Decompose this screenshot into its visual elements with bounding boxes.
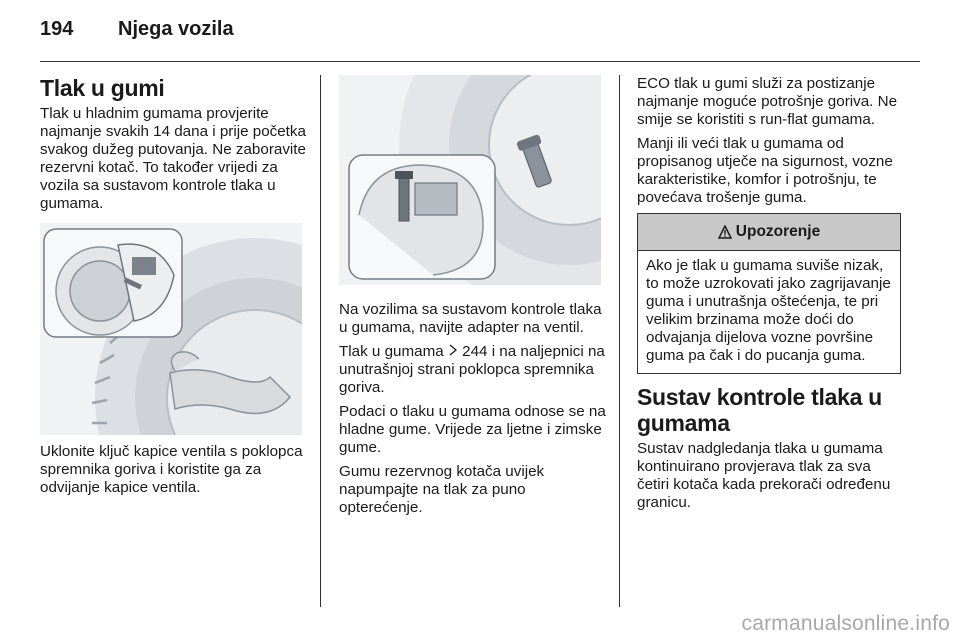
section-title-monitoring-system: Sustav kontrole tlaka u gumama xyxy=(637,384,882,436)
warning-box xyxy=(637,213,901,374)
monitoring-paragraph: Sustav nadgledanja tlaka u gumama kontinuirano provjerava tlak za sva četiri kotača kada prekorači određenu granicu. xyxy=(637,440,891,511)
warning-body: Ako je tlak u gumama suviše nizak, to može uzrokovati jako zagrijavanje guma i unutrašnja oštećenja, te pri velikim brzinama može doći do odvajanja dijelova vozne površine guma pa čak i do pucanja guma. xyxy=(646,257,891,364)
column-divider-2 xyxy=(619,75,620,607)
warning-header xyxy=(638,214,900,251)
page-header xyxy=(40,18,920,48)
column-2 xyxy=(339,75,607,523)
page-number: 194 xyxy=(40,18,74,40)
chapter-title: Njega vozila xyxy=(118,18,234,40)
spare-wheel-paragraph: Gumu rezervnog kotača uvijek napumpajte na tlak za puno opterećenje. xyxy=(339,463,545,516)
valve-adapter-illustration xyxy=(339,75,601,285)
column-divider-1 xyxy=(320,75,321,607)
pressure-ref-after: i na naljepnici na unutrašnjoj strani poklopca spremnika goriva. xyxy=(339,343,605,396)
page-reference-link[interactable]: 244 xyxy=(462,343,488,360)
column-3 xyxy=(637,75,901,518)
watermark: carmanualsonline.info xyxy=(741,612,950,635)
pressure-effects-paragraph: Manji ili veći tlak u gumama od propisanog utječe na sigurnost, vozne karakteristike, komfor i potrošnju, te povećava trošenje guma. xyxy=(637,135,893,206)
adapter-paragraph: Na vozilima sa sustavom kontrole tlaka u gumama, navijte adapter na ventil. xyxy=(339,301,602,336)
eco-pressure-paragraph: ECO tlak u gumi služi za postizanje najmanje moguće potrošnje goriva. Ne smije se koristiti s run-flat gumama. xyxy=(637,75,898,128)
pressure-reference-paragraph xyxy=(339,343,607,397)
illustration-caption: Uklonite ključ kapice ventila s poklopca spremnika goriva i koristite ga za odvijanje kapice ventila. xyxy=(40,443,303,496)
reference-arrow-icon xyxy=(448,344,458,356)
valve-cap-key-illustration xyxy=(40,223,302,435)
header-divider xyxy=(40,61,920,62)
warning-title: Upozorenje xyxy=(735,223,821,240)
pressure-ref-before: Tlak u gumama xyxy=(339,343,448,360)
cold-tires-paragraph: Podaci o tlaku u gumama odnose se na hladne gume. Vrijede za ljetne i zimske gume. xyxy=(339,403,606,456)
column-1 xyxy=(40,75,308,503)
warning-triangle-icon xyxy=(718,225,732,239)
section-title-tire-pressure: Tlak u gumi xyxy=(40,75,165,101)
intro-paragraph: Tlak u hladnim gumama provjerite najmanje svakih 14 dana i prije početka svakog dužeg putovanja. Ne zaboravite rezervni kotač. To također vrijedi za vozila sa sustavom kontrole tlaka u gumama. xyxy=(40,105,306,212)
